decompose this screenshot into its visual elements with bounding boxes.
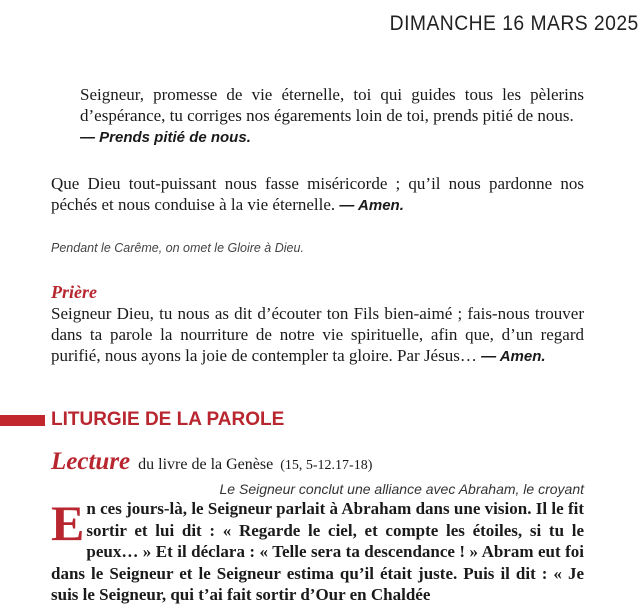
section-marker-bar <box>0 415 45 426</box>
reading-text: n ces jours-là, le Seigneur parlait à Abraham dans une vision. Il le fit sortir et lui dit : « Regarde le ciel, et compte les étoiles, si tu le peux… » Et il déclara : « Telle sera ta descendance ! » Abram eut foi dans le Seigneur et le Seigneur estima qu’il était juste. Puis il dit : « Je suis le Seigneur, qui t’ai fait sortir d’Our en Chaldée <box>51 499 584 604</box>
absolution-response: — Amen. <box>339 197 404 214</box>
prayer-response: — Amen. <box>481 348 546 365</box>
prayer-text: Seigneur Dieu, tu nous as dit d’écouter ton Fils bien-aimé ; fais-nous trouver dans ta parole la nourriture de notre vie spirituelle, afin que, d’un regard purifié, nous ayons la joie de contempler ta gloire. Par Jésus… <box>51 304 584 365</box>
page-date-header: DIMANCHE 16 MARS 2025 <box>389 12 639 35</box>
prayer-title: Prière <box>51 282 97 302</box>
rubric-note: Pendant le Carême, on omet le Gloire à Dieu. <box>51 241 304 255</box>
prayer-paragraph <box>51 303 584 367</box>
litany-response: — Prends pitié de nous. <box>80 129 251 146</box>
reading-subtitle: Le Seigneur conclut une alliance avec Abraham, le croyant <box>219 481 584 497</box>
reading-dropcap: E <box>51 495 85 551</box>
litany-invocation <box>80 84 584 148</box>
reading-label: Lecture <box>51 448 131 475</box>
reading-heading <box>51 448 372 476</box>
absolution-text: Que Dieu tout-puissant nous fasse miséricorde ; qu’il nous pardonne nos péchés et nous conduise à la vie éternelle. <box>51 174 584 214</box>
absolution-paragraph <box>51 173 584 216</box>
reading-source: du livre de la Genèse <box>138 456 274 473</box>
reading-reference: (15, 5-12.17-18) <box>280 458 373 473</box>
reading-body <box>51 495 584 606</box>
litany-invocation-text: Seigneur, promesse de vie éternelle, toi qui guides tous les pèlerins d’espérance, tu corriges nos égarements loin de toi, prends pitié de nous. <box>80 85 584 125</box>
section-title: LITURGIE DE LA PAROLE <box>51 409 285 430</box>
